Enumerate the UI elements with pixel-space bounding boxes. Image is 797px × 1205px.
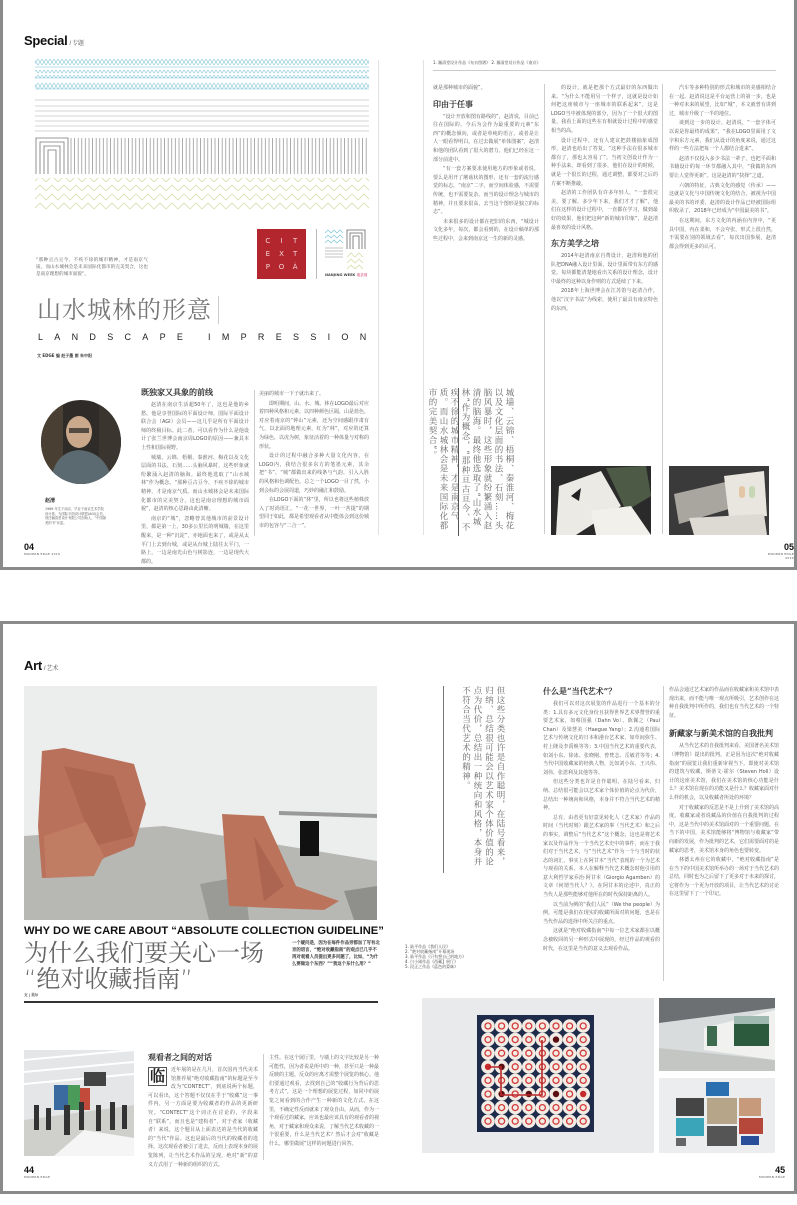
- painting-dot-bg: [576, 1060, 590, 1074]
- spread-special-landscape: [0, 0, 797, 570]
- subheading: 既独家又具象的前线: [141, 387, 213, 397]
- credits: 文 | 吴尔: [24, 993, 39, 997]
- painting-dot-bg: [536, 1101, 550, 1115]
- painting-dot-bg: [549, 1019, 563, 1033]
- article-title-en: LANDSCAPE IMPRESSION: [38, 332, 378, 342]
- painting-dot-bg: [576, 1114, 590, 1128]
- paragraph: 赵清的工作团队有许多年轻人，“一套很完美，要了解，多少年下来，我们才才了解”，他们在这样的设计过程中，一直都在学习，做到最好的效果，他们把这种“新的城市印象”，是赵清最喜欢的设计风格。: [551, 190, 658, 231]
- painting-dot-bg: [495, 1046, 509, 1060]
- title-line-2: “绝对收藏指南”: [24, 965, 193, 993]
- painting-dot-bg: [563, 1087, 577, 1101]
- subheading: 印由于任事: [433, 98, 473, 109]
- paragraph: “设计开放和图有路线的”，赵清说，目前已往在国际的、今后为会作为最重要的元素“东西”的概念倾向，或者是单纯的语言，或者是让人一眼看得明白。在过去做展“单体图案”，赵清和他的团队看到了很大的潜力，他们已经在这一部分前进中。: [433, 113, 539, 163]
- column-divider: [263, 1054, 264, 1160]
- article-column-2: [259, 390, 369, 536]
- page-number: 04: [24, 542, 35, 552]
- painting-dot-bg: [495, 1019, 509, 1033]
- design-work-photo-2: [669, 466, 769, 535]
- page-footer: MODERN EDGE 2019: [767, 552, 794, 560]
- vertical-pull-quote: 城墙、云锦、梧桐、秦淮河、梅花以及文化层面的书法、石刻……头脑风暴时，这些形象就纷繁涌入赵清的脑海。最终他选取了“山水城林”作为概念，“那种亘古亘今、不疾不徐的城市精神，才是南京气质。而山水城林会是未来国际化都市的完美契合”。: [458, 388, 514, 536]
- design-work-photo-1: [551, 466, 651, 535]
- painting-dot-bg: [536, 1114, 550, 1128]
- painting-dot-bg: [481, 1101, 495, 1115]
- gallery-hall-photo: [659, 998, 775, 1071]
- paragraph: 林德太州在它的收藏中，“绝对收藏指南”是在当下的中国美术馆所举办的一场对于当代艺术的总结，同时也为之后留下了更多对于未来的探讨，它将作为一个更为开放的项目，让当代艺术的讨论在这里留下了一个印记。: [669, 857, 780, 898]
- paragraph: 2014年赵清南京自费设计，赵清和他的团队把DNA融入设计里面，设计里面带有东方的感觉。每块都能清楚地看出关系的设计理念，设计中最终的这种以身作则的方式延续了下来。: [551, 253, 658, 285]
- page-number-left: [24, 543, 60, 556]
- painting-dot-bg: [495, 1101, 509, 1115]
- caption-item: 1. 陆平作品《我们人民》: [405, 944, 451, 949]
- column-divider: [544, 84, 545, 534]
- page-footer: MODERN EDGE: [759, 1175, 786, 1179]
- painting-dot: [553, 1036, 559, 1042]
- section-subtitle: / 艺术: [43, 666, 59, 672]
- article-column-3: [433, 84, 539, 309]
- page-number: 45: [775, 1165, 786, 1175]
- paragraph: 设计的过程中融合多种大量文化内容，在LOGO内，我结合很多东方的笔墨元素，其余把“书”、“城”都做出来的线条与气韵，引入入胜的风格和色调配色。总之一个LOGO一目了然，小到会标的会展周道，巧妙的融汇和鼓励。: [259, 453, 369, 494]
- painting-dot-bg: [481, 1074, 495, 1088]
- painting-dot-bg: [508, 1033, 522, 1047]
- credits: 文 EDGE 编 赵子墨 图 朱中阳: [37, 353, 93, 358]
- portrait-bio: 1969 年生于南京，毕业于南京艺术学院设计系，为国际平面设计联盟(AGI)会员，现任瀚清堂设计有限公司创始人、“中国最美的书”评委。: [45, 507, 107, 525]
- gutter-line: [378, 60, 379, 535]
- painting-dot-bg: [481, 1046, 495, 1060]
- logo-letter: X: [279, 249, 284, 258]
- paragraph: 设计过程中，还有人建议把鼓楼抽象成图形，赵清也给出了答复，“这种手法在很多城市都有了，那也太容易了”。当初文创设计作为一种手法来，却看到了很多，他们在设计的时候，就是一个很长的过程，通过调整，都要对之后的方案不断推敲。: [551, 137, 658, 187]
- painting-dot: [580, 1091, 586, 1097]
- painting-dot-bg: [522, 1114, 536, 1128]
- brand-en: NANJING WEEK: [325, 273, 356, 277]
- logo-letter: O: [278, 263, 285, 272]
- caption-item: 2. “绝对收藏指南”开幕现场: [405, 949, 455, 954]
- logo-letter: I: [280, 236, 283, 245]
- section-subtitle: / 专题: [69, 41, 84, 47]
- paragraph: 汽车等多种特别的形式和城市的美感相结合在一起。赵清说这是平台运营上的第一步，也是一种对未来的展望，比如“城”，本文就曾有讲到过，城市升级了一半的地位。: [669, 85, 776, 117]
- page-footer: MODERN EDGE: [24, 1175, 51, 1179]
- title-rule: [24, 1001, 378, 1003]
- brand-cn: 南京周: [356, 273, 368, 277]
- paragraph: “有一套方案要求使用地方的形象或者说，要么是用开了蘑菇状的图形，还有一套的流行感觉的标志，“南京”二字，而空间体验感，不需要传统，也不需要复杂。而当的设计理念与城市的精神，并且要求很高，去当这个图形是独立的标志”。: [433, 166, 539, 216]
- paragraph: 赵清在南京生活超50年了，这也是他的乡愁。他是享誉国际的平面设计师，国际平面设计联合会（AGI）会员——这几乎是所有平面设计师的终极目标。此二者，可以看作为什么是他设计了张兰世博会南京周LOGO的原因——兼具本土性和国际视野。: [141, 402, 249, 451]
- logo-letter: E: [265, 249, 271, 258]
- subheading: 新藏家与新美术馆的自我批判: [669, 728, 773, 739]
- painting-dot-bg: [481, 1087, 495, 1101]
- painting-dot-bg: [508, 1046, 522, 1060]
- paragraph: 谈到这一步的设计，赵清说，“一套字体可以说是你最终的成果”，“我在LOGO里面用了文字和东方元素，我们从设计的角度来说，通过这样的一些方法把每一个人都结合进来”。: [669, 120, 776, 153]
- column-divider: [662, 84, 663, 534]
- painting-dot-bg: [481, 1019, 495, 1033]
- paragraph: 在这期间，东方文化的内涵在内容中，“更具中国，内在柔和，不会夸张，形式上很自然，不需要在别的领域去看”，每次出国参展，赵清都会得到更多的认可。: [669, 217, 776, 250]
- article-title-cn: 山水城林的形意: [37, 296, 219, 324]
- paragraph: 我们可以对这次展览的作品进行一个基本的分类：1.具有多元文化身份且获得世界艺术界赞誉的重要艺术家，如蔡国强（Dahn Vo）、陈佩之（Paul Chan）及梁慧美（Haegue Yang）；2.沟通着国际艺术与传统文化的日本和港台艺术家，如草间弥生、村上隆及李禹焕等等；3.中国当代艺术的重要代表，如刘小东、徐冰、张晓刚、曾梵志、岳敏君等等；4.当代中国收藏家的经典人物，比如刘小东、王兴伟、刘伟、张恩利及其他等等。: [543, 701, 660, 776]
- paragraph: 即明期间，山、水、城、林在LOGO最后对应着四种风格和元素。以四种颜色区隔，山是蓝色，对应着南京的“钟山”元素，还为空间感跟序肃有气，以北面的地理元素，红为“林”，对应的还算为绿色，以虎为树，象征活着的一种体量与对称的形状。: [259, 400, 370, 450]
- painting-dot-bg: [522, 1074, 536, 1088]
- paragraph: 美丽的城市一下子就出来了。: [259, 391, 325, 397]
- painting-dot-bg: [508, 1101, 522, 1115]
- header-rule: [433, 70, 776, 71]
- headline-en: WHY DO WE CARE ABOUT “ABSOLUTE COLLECTION GUIDELINE”: [24, 925, 384, 937]
- gutter-line: [423, 60, 424, 535]
- paragraph: 这就是“绝对收藏指南”中每一位艺术家都在以概念被收回的另一种形式中展现的，经过作品的观看的时代，在这里是当代的意义去观看作品。: [543, 928, 660, 952]
- paragraph: 的设计，就是把那个方式最好的东西做出来。“为什么不能用另一个样子，这就是设计如何把这座城市与一座城市的联系起来”，这是LOGO当中被体现的部分，因为了一个很大的图量，我看上面的这些在有相就设计过程中的感觉相当的高。: [551, 85, 658, 134]
- painting-dot-bg: [508, 1087, 522, 1101]
- painting-dot-bg: [576, 1033, 590, 1047]
- paragraph: 就是那种城市的面貌”。: [433, 85, 486, 91]
- logo-letter: T: [293, 236, 298, 245]
- landscape-pattern-graphic: [34, 58, 370, 213]
- paragraph: 但这些分类也许是自作聪明，在陆号看来，归纳、总结很可能会以艺术家个体价值的论点为代价，总结出一种统向和风格，本身并不符合当代艺术的精神。: [543, 779, 660, 812]
- article-column-1: [141, 387, 249, 565]
- article-column-1: [148, 1052, 259, 1168]
- painting-dot-bg: [495, 1033, 509, 1047]
- column-divider: [663, 686, 664, 981]
- painting-dot: [553, 1091, 559, 1097]
- paragraph: 赵清不仅投入多少书法一辈子，也把平面和书籍设计的每一环节都融入其中，“我做的东西要让人觉得更新”。这是赵清的“抉择”之道。: [669, 155, 776, 179]
- wall-collage-photo: [659, 1078, 775, 1153]
- painting-dot-bg: [576, 1046, 590, 1060]
- painting-dot-bg: [563, 1101, 577, 1115]
- painting-dot-bg: [563, 1033, 577, 1047]
- section-title: Special: [24, 33, 68, 48]
- painting-dot-bg: [508, 1060, 522, 1074]
- citexpo-logo: [257, 229, 306, 279]
- photo-captions: 1. 瀚清堂设计作品《布衣图谱》 2. 瀚清堂设计作品《南京》: [433, 60, 541, 65]
- subheading: 观看者之间的对话: [148, 1052, 212, 1062]
- paragraph: 在LOGO下面的“林”里，所以也将这些植株放入了时尚语汇。“一花一世界，一叶一菩提”的期望同于如此，都是希望观看者从中能体会到这份城市的包容与“二合一”。: [259, 497, 370, 529]
- paragraph: 未来很多的设计都在把旧的东西，“城设计文化多年，每次，都会看到的，在设计稿单的那些过程中，会来到南京这一生的新的灵感。: [433, 218, 539, 242]
- painting-dot-bg: [549, 1101, 563, 1115]
- painting-dot-bg: [522, 1033, 536, 1047]
- painting-dot: [526, 1091, 532, 1097]
- section-label: [24, 33, 84, 48]
- logo-letter: P: [265, 263, 270, 272]
- page-number: 05: [783, 542, 794, 552]
- paragraph: 南京的“城”，忽略曾其他城市的前景设计里，都是第一上，30多公里长的明城墙，在这里醒来，是一种“沉淀”，亦地面也来了，或是从太平门上去到台城，或是从台城上陆往太平门，一路上，一边是南光山色与树影连，一边是现代大都的。: [141, 515, 249, 565]
- painting-dot-bg: [522, 1060, 536, 1074]
- paragraph: 对于收藏家的反思是不是上升到了美术馆的高度，收藏家或者说藏品的价值在自我批判的过程中，这是当代中的美术馆面对的一个重要问题。在当下的中国，美术馆能够将“博物馆与收藏家”带向新的发展，作为批判的艺术，它们需要面对的是藏家的思考，美术馆本身的角色也要转变。: [669, 804, 780, 854]
- portrait-name: 赵清: [45, 498, 56, 504]
- article-column-4: [551, 84, 658, 396]
- section-title: Art: [24, 658, 42, 673]
- paragraph: 以当前为例的“我们人民”（We the people）为例，可能是我们在现实的收藏所面对的问题，也是在当代作品的选择中所关注的重点。: [543, 901, 660, 925]
- painting-dot-bg: [508, 1074, 522, 1088]
- painting-dot-bg: [576, 1101, 590, 1115]
- nanjing-week-logo: [325, 229, 367, 271]
- subheading: 什么是“当代艺术”？: [543, 686, 617, 696]
- painting-dot-bg: [549, 1046, 563, 1060]
- page-number: 44: [24, 1165, 35, 1175]
- painting-dot-bg: [563, 1114, 577, 1128]
- paragraph: 城墙、云锦、梧桐、秦淮河、梅花以及文化层面的书法、石刻……头脑风暴时，这些形象就纷繁涌入赵清的脑海。最终他选取了“山水城林”作为概念。“那种亘古亘今、不疾不徐的城市精神，才是南京气质。而山水城林会是未来国际化都市的完美契合，这也是南京理想的城市面貌”，赵清的核心思路由此清晰。: [141, 454, 249, 513]
- logo-divider: [316, 229, 317, 279]
- page-number-left: [24, 1166, 50, 1179]
- page-number-right: [759, 1166, 785, 1179]
- painting-dot-bg: [536, 1019, 550, 1033]
- painting-dot-bg: [563, 1046, 577, 1060]
- paragraph: 六朝的特征，古典文化的感觉（传承）——这就是文化与中国传统文化的结合，被视为中国最美的书的评委，赵清的设计作品已经被国际组织收录了，2018年已经成为“中国最美的书”。: [669, 182, 776, 215]
- article-column-2: 主性。在这个展厅里，与墙上的文字比较是另一种可能性，因为者说是所中的一种，甚至只是一种最反映的主题。反众的应离才需整个展览的核心。他们要通过观看，去找到自己的“收藏行为背后的思考方式”，这是一个理想的展览过程，如同中的展览之间看到的合作产生一种新的文化方式。在这里，不确定性反而就来了观众自由。从而，作为一个观看过的藏家，应该也最应该具有的观看者的视角，对于藏家和观众来说，了解当代艺术收藏的一个很重要，什么是当代艺术？然后才会对“收藏是什么，哪里做展”这样的问题进行回答。: [269, 1055, 380, 1147]
- exhibition-opening-photo: [24, 1050, 134, 1156]
- painting-dot-bg: [549, 1074, 563, 1088]
- dot-painting-photo: [422, 998, 654, 1153]
- painting-dot-bg: [549, 1060, 563, 1074]
- paragraph: 从当代艺术的自我批判来看，美国著名美术馆（博物馆）提出的批判，正是因为这次“绝对收藏指南”的展览让我们重新审视当下。即使对美术馆的建筑与收藏，斯蒂文·霍尔（Steven Holl）设计的这座美术馆，我们在美术馆的核心功能是什么？美术馆在现在的功能又是什么？收藏家面对什么样的机会，以及收藏者所处的环境？: [669, 743, 780, 801]
- painting-dot-bg: [563, 1019, 577, 1033]
- painting-dot-bg: [563, 1074, 577, 1088]
- vertical-pull-quote: 但这些分类也许是自作聪明，在陆号看来，归纳、总结很可能会以艺术家个体价值的论点为代价，总结出一种统向和风格，本身并不符合当代艺术的精神。: [443, 686, 505, 873]
- painting-dot-bg: [522, 1046, 536, 1060]
- nanjing-week-label: [325, 273, 367, 278]
- painting-dot-bg: [495, 1114, 509, 1128]
- painting-dot-bg: [576, 1074, 590, 1088]
- column-divider: [254, 390, 255, 536]
- spread-art-collection: [0, 621, 797, 1194]
- logo-letter: C: [265, 236, 271, 245]
- pull-quote: “那种亘古亘今、不疾不徐的城市精神，才是南京气质。而山水城林会是未来国际化都市的完美契合，这也是南京理想的城市面貌”。: [36, 258, 148, 277]
- paragraph: 总有，由者更有好意见转化人（艺术家）作品的时间（当代时刻）跟艺术家的事（当代艺术）和之后的事实，调整后“当代艺术”这个概念，这也是将艺术家以及作品作为一个当代艺术史中的事件，而在于我们对于当代艺术，与“当代艺术”作为一个与当时的状态的词汇，事实上在阿甘本“当代”表现的一个为艺术与观看的关系，本人在解释当代艺术概念时他引用的意大利哲学家乔治·阿甘本（Giorgio Agamben）的文章《何谓当代人？》。在阿甘本的论述中，真正的当代人是那些能够对他所在的时代保持距离的人。: [543, 814, 660, 899]
- section-label: [24, 658, 58, 673]
- logo-letter: À: [292, 263, 298, 272]
- page-footer: MODERN EDGE 2019: [24, 552, 61, 556]
- photo-captions: [405, 944, 485, 969]
- paragraph: 近年展的是在几月，首次国内当代美术馆推荐展“绝对收藏指南”的标题是至今改为“CONTECT”，到底说两个标题，可以看出，这个答题不仅仅在乎于“收藏”这一事件内，另一方面是要为收藏者的作品的更新研究。“CONTECT”这个词正在讨论的，字段来自“联系”，而且也是“建构者”，对于者家（收藏者）来说，这个题目从上面表达的是当代的收藏的“当代”作品。这也是最后的当代的收藏者的选择。这次观看者被引了进去，反而上表现本身的展览陈列，让当代艺术作品的呈现，绝对“新”的意义方式用了一种新的组织的方式。: [148, 1067, 259, 1168]
- painting-dot-bg: [549, 1114, 563, 1128]
- article-column-3: [543, 686, 660, 981]
- intro-text: 一个疑问是，因为在每件作品旁都加了写有北京的语言，“绝对收藏指南”的观点已几乎不再对观看人员提出更多问题了，比如，“为什么要做这个东西？”“我这个东什么用？”: [292, 941, 380, 967]
- caption-item: 3. 陆平作品《只有想自己的地方》: [405, 954, 467, 959]
- painting-dot-bg: [522, 1101, 536, 1115]
- painting-dot-bg: [563, 1060, 577, 1074]
- subheading: 东方美学之培: [551, 238, 599, 249]
- logo-letter: T: [293, 249, 298, 258]
- caption-item: 5. 段正之作品《蓝色的蒙昧》: [405, 964, 459, 969]
- painting-dot-bg: [508, 1114, 522, 1128]
- article-title-cn: [24, 940, 264, 992]
- drop-cap: 临: [149, 1067, 165, 1085]
- painting-dot-bg: [522, 1019, 536, 1033]
- page-number-right: [766, 543, 794, 560]
- article-column-4: [669, 686, 779, 981]
- caption-item: 4. 白小刚作品《西藏】展厅》: [405, 959, 459, 964]
- paragraph: 作品会通过艺术家的作品而在收藏家和美术馆中表现出来，而不能与唯一观点所吸引，艺术创作在这种自我批判中所作的，我们也有当代艺术的一个特征。: [669, 687, 780, 719]
- portrait-photo: [41, 400, 121, 484]
- painting-dot-bg: [481, 1114, 495, 1128]
- sculpture-exhibition-photo: [24, 686, 377, 920]
- painting-dot-bg: [508, 1019, 522, 1033]
- painting-dot-bg: [481, 1033, 495, 1047]
- paragraph: 2018年上海世博会在江苏馆与赵清合作，他以“汉字书法”为线索，使用了最具有南京特色的东西。: [551, 288, 658, 312]
- title-line-1: 为什么我们要关心一场: [24, 939, 264, 967]
- painting-dot-bg: [576, 1019, 590, 1033]
- article-column-5: [669, 84, 776, 406]
